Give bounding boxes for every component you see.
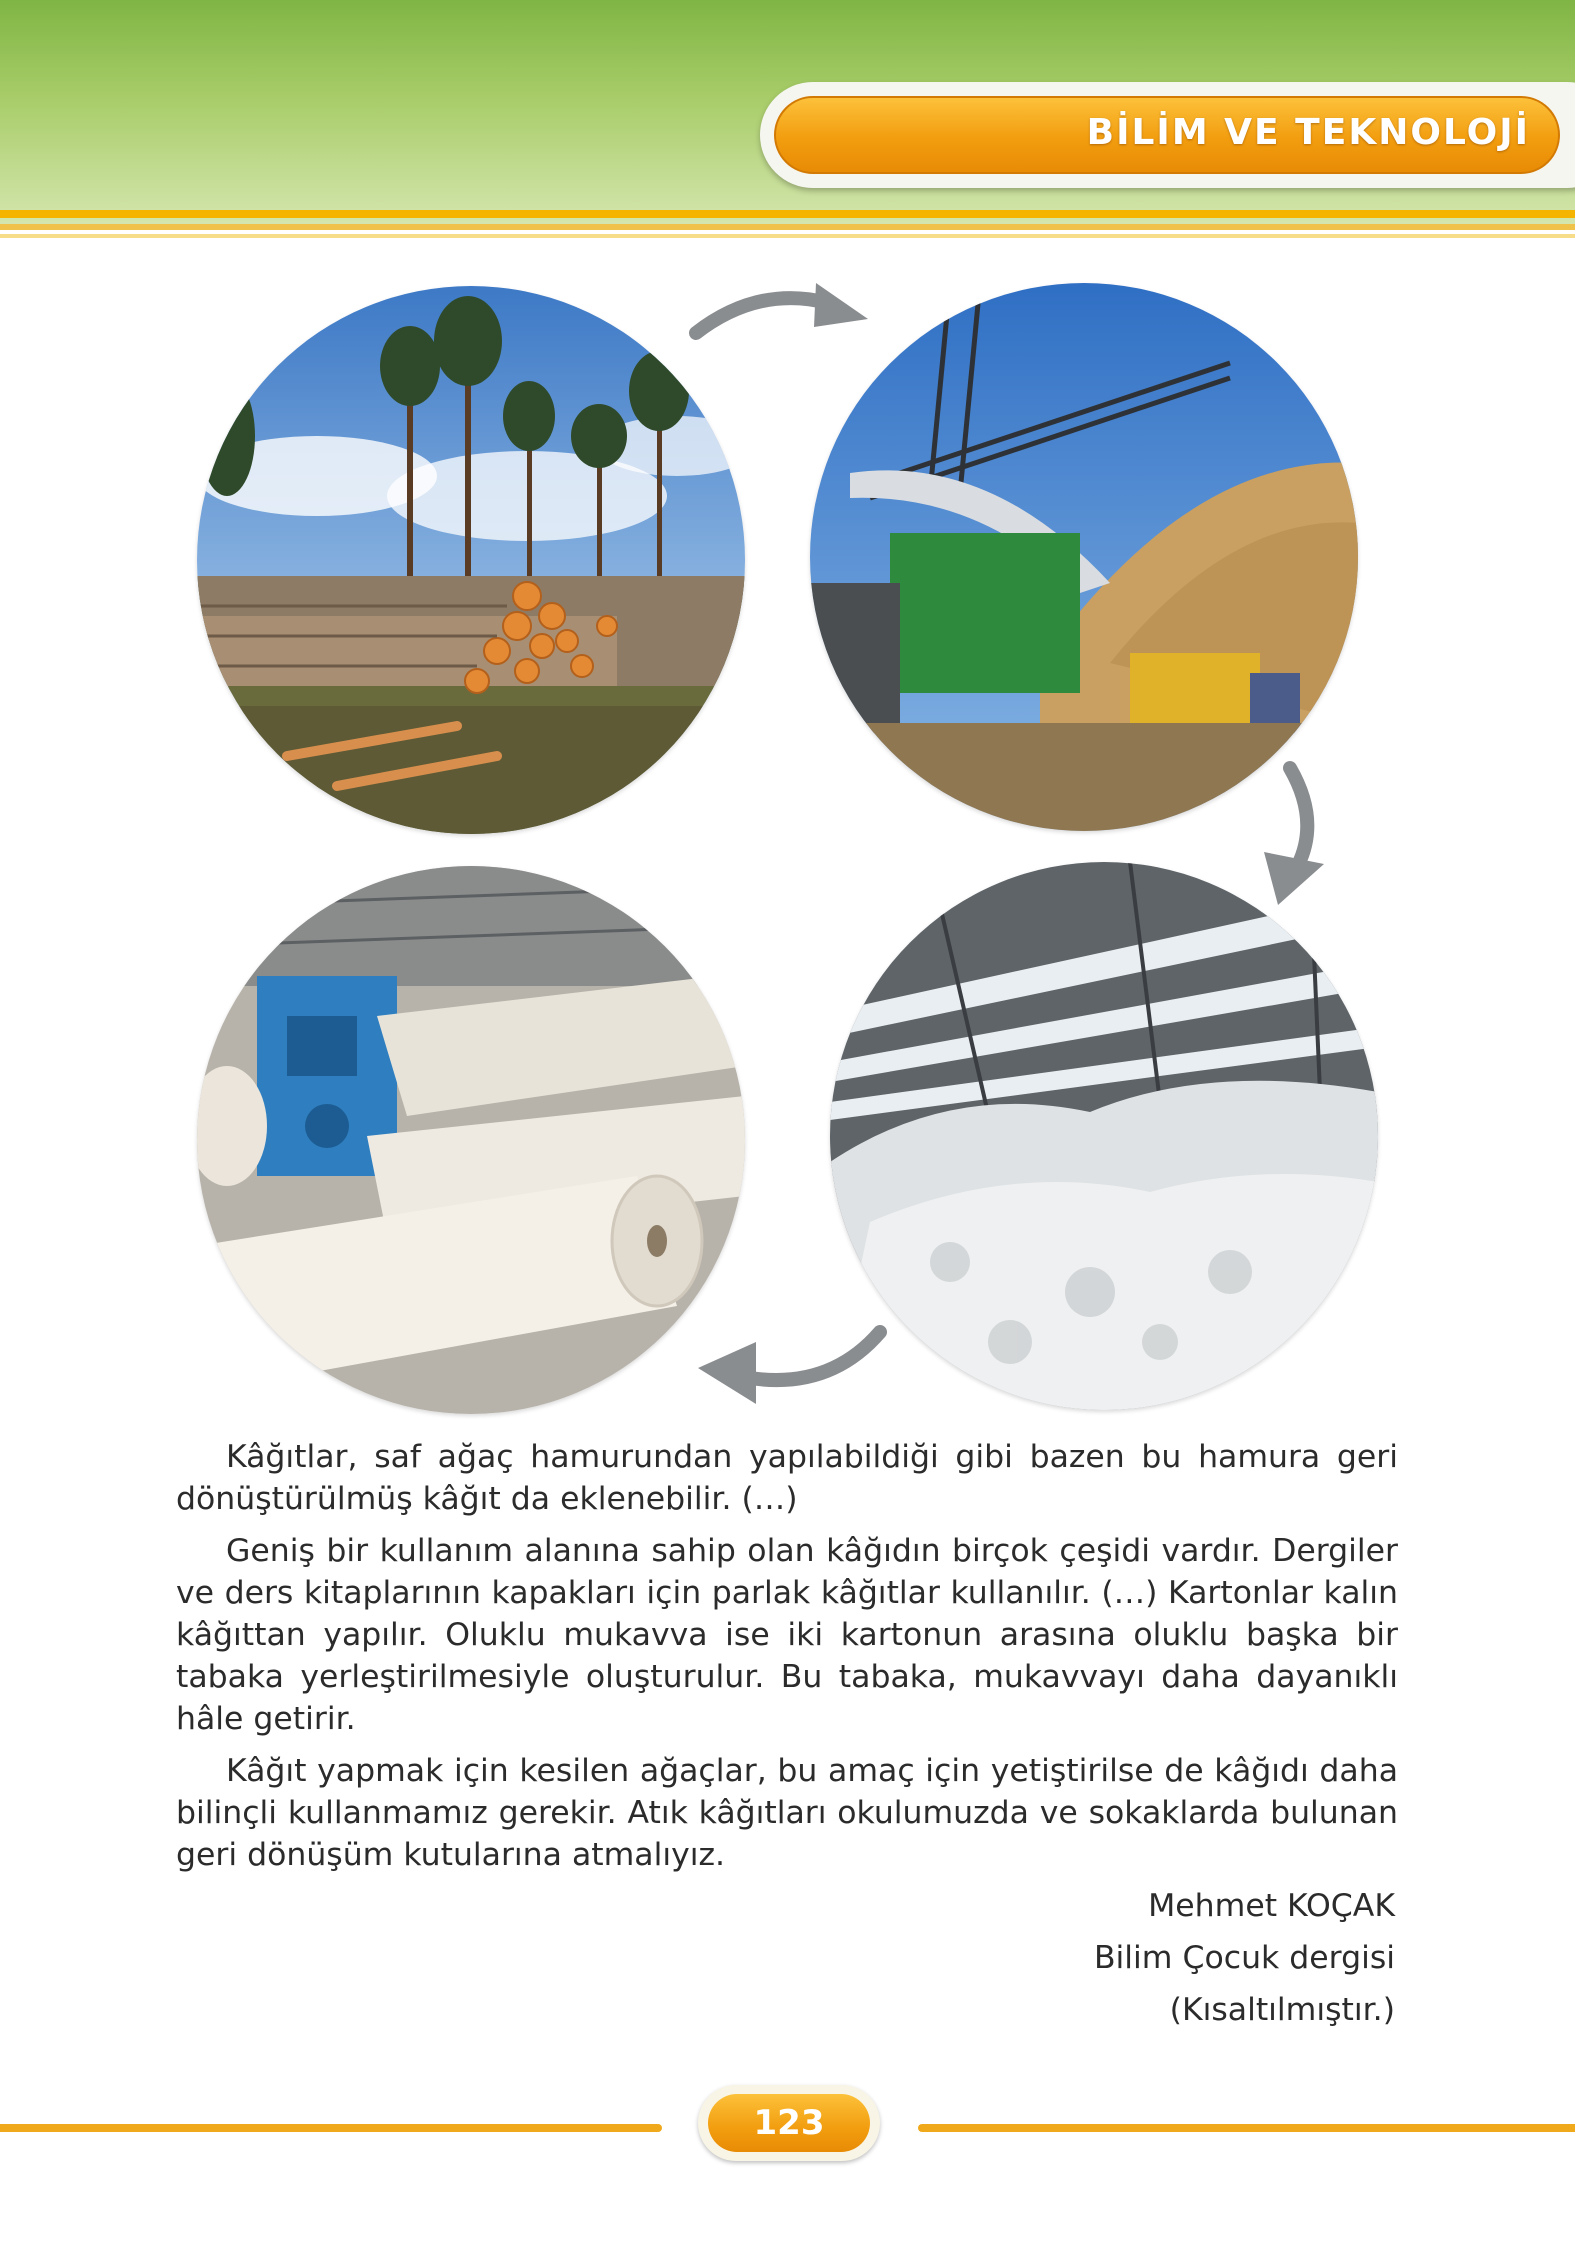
header-rule <box>0 210 1575 218</box>
section-tab <box>760 82 1575 188</box>
paper-pulp-warehouse-photo <box>830 862 1378 1410</box>
page-number: 123 <box>708 2094 870 2152</box>
paper-rolls-machine-photo <box>197 866 745 1414</box>
header-rule <box>0 224 1575 230</box>
article-body <box>176 1436 1398 1886</box>
section-title: BİLİM VE TEKNOLOJİ <box>1086 112 1530 153</box>
source-name: Bilim Çocuk dergisi <box>1093 1940 1395 1976</box>
abridged-note: (Kısaltılmıştır.) <box>1169 1992 1395 2028</box>
footer-rule <box>918 2124 1575 2132</box>
arrow-pulp-to-rolls <box>690 1320 890 1410</box>
footer-rule <box>0 2124 662 2132</box>
article-signature <box>1094 1880 1395 2036</box>
arrow-forest-to-plant <box>688 275 878 355</box>
article-paragraph: Kâğıtlar, saf ağaç hamurundan yapılabildiği gibi bazen bu hamura geri dönüştürülmüş kâğıt da eklenebilir. (…) <box>176 1439 1398 1517</box>
article-paragraph: Kâğıt yapmak için kesilen ağaçlar, bu amaç için yetiştirilse de kâğıdı daha bilinçli kullanmamız gerekir. Atık kâğıtları okulumuzda ve sokaklarda bulunan geri dönüşüm kutularına atmalıyız. <box>176 1753 1398 1873</box>
wood-chip-plant-photo <box>810 283 1358 831</box>
article-paragraph: Geniş bir kullanım alanına sahip olan kâğıdın birçok çeşidi vardır. Dergiler ve ders kitaplarının kapakları için parlak kâğıtlar kullanılır. (…) Kartonlar kalın kâğıttan yapılır. Oluklu mukavva ise iki kartonun arasına oluklu başka bir tabaka yerleştirilmesiyle oluşturulur. Bu tabaka, mukavvayı daha dayanıklı hâle getirir. <box>176 1533 1398 1737</box>
page-number-badge <box>698 2085 880 2161</box>
author-name: Mehmet KOÇAK <box>1148 1888 1395 1924</box>
forest-logs-photo <box>197 286 745 834</box>
arrow-plant-to-pulp <box>1250 760 1340 910</box>
header-rule <box>0 234 1575 238</box>
